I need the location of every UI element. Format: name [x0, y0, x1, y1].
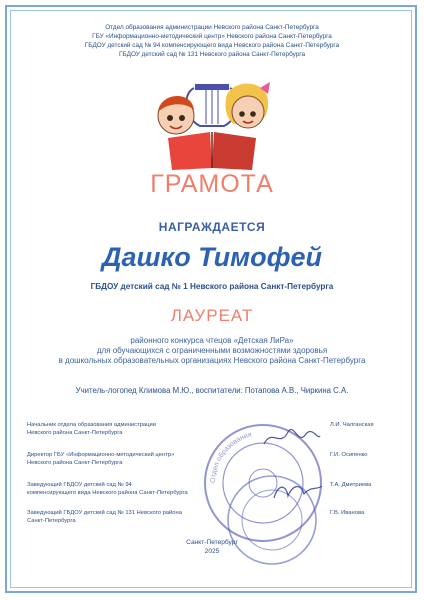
footer-place-date [0, 538, 424, 556]
signature-1 [262, 424, 322, 450]
certificate-title: ГРАМОТА [150, 170, 274, 198]
signature-row-2-position: Директор ГБУ «Информационно-методический центр» Невского района Санкт-Петербурга [27, 452, 175, 466]
signature-row-1-position: Начальник отдела образования администрации Невского района Санкт-Петербурга [27, 422, 156, 436]
award-type: ЛАУРЕАТ [170, 306, 254, 325]
recipient-organization: ГБДОУ детский сад № 1 Невского района Санкт-Петербурга [90, 282, 334, 291]
seal-text: Отдел образования [209, 431, 253, 484]
footer-city: Санкт-Петербург [186, 539, 238, 546]
contest-description [0, 336, 424, 366]
signature-row-1-name: Л.И. Чалганская [330, 422, 374, 428]
header-line: ГБДОУ детский сад № 131 Невского района Санкт-Петербурга [118, 51, 306, 58]
signature-row-4-position: Заведующий ГБДОУ детский сад № 131 Невского района Санкт-Петербурга [27, 510, 182, 524]
contest-line: в дошкольных образовательных организациях Невского района Санкт-Петербурга [58, 356, 366, 365]
signature-row-3-position: Заведующий ГБДОУ детский сад № 94 компенсирующего вида Невского района Санкт-Петербурга [27, 482, 188, 496]
girl-icon [225, 82, 270, 128]
signature-3 [270, 480, 326, 504]
signature-row-2-name: Г.И. Осипенко [330, 452, 368, 458]
signature-row-3-name: Т.А. Дмитриева [330, 482, 372, 488]
teachers-line: Учитель-логопед Климова М.Ю., воспитатели: Потапова А.В., Чиркина С.А. [75, 386, 349, 395]
awarded-label: НАГРАЖДАЕТСЯ [158, 220, 266, 234]
boy-icon [158, 96, 194, 134]
children-reading-illustration [152, 68, 272, 170]
book-icon [168, 132, 256, 170]
footer-year: 2025 [204, 548, 220, 555]
header-line: ГБДОУ детский сад № 94 компенсирующего вида Невского района Санкт-Петербурга [84, 42, 340, 49]
header-line: Отдел образования администрации Невского района Санкт-Петербурга [105, 24, 319, 31]
header-line: ГБУ «Информационно-методический центр» Невского района Санкт-Петербурга [92, 33, 332, 40]
contest-line: районного конкурса чтецов «Детская ЛиРа» [130, 336, 294, 345]
recipient-name: Дашко Тимофей [101, 242, 323, 272]
signature-row-4-name: Г.В. Иванова [330, 510, 365, 516]
contest-line: для обучающихся с ограниченными возможностями здоровья [96, 346, 328, 355]
header-organizations [0, 23, 424, 59]
